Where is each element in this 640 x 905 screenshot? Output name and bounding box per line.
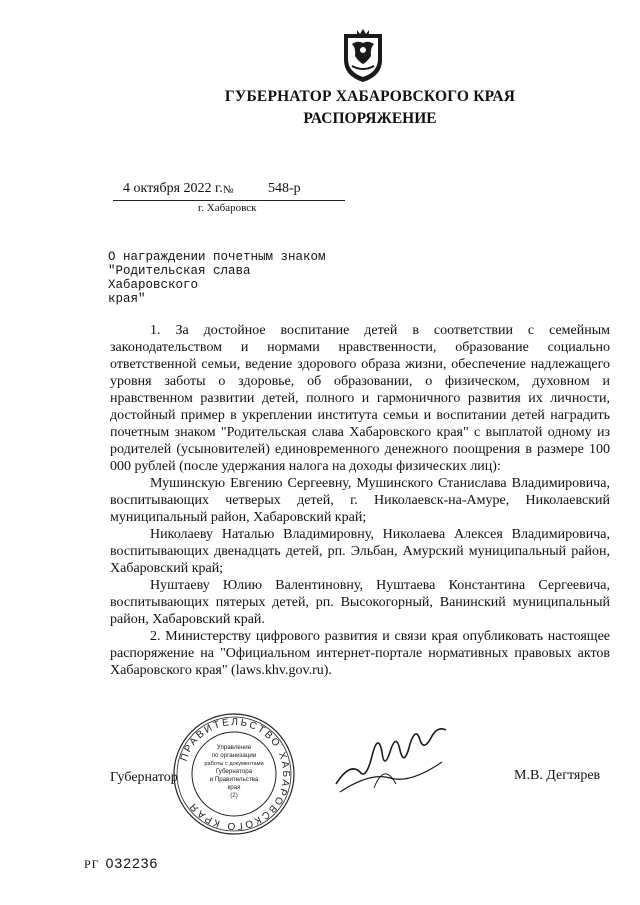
stamp-line: (2) bbox=[230, 792, 238, 799]
subject-line: О награждении почетным знаком bbox=[108, 250, 326, 264]
date-underline bbox=[113, 200, 345, 201]
document-number: 548-р bbox=[268, 181, 301, 196]
subject-line: края" bbox=[108, 292, 146, 306]
signatory-title: Губернатор bbox=[110, 770, 178, 785]
stamp-line: и Правительства bbox=[209, 776, 259, 783]
document-date: 4 октября 2022 г. bbox=[123, 181, 223, 196]
serial-number: 032236 bbox=[105, 855, 159, 871]
number-label: № bbox=[223, 184, 234, 196]
subject-line: "Родительская слава Хабаровского bbox=[108, 264, 251, 292]
official-stamp bbox=[172, 712, 296, 836]
body-paragraph: Николаеву Наталью Владимировну, Николаева Алексея Владимировича, воспитывающих двенадцать детей, рп. Эльбан, Амурский муниципальный район, Хабаровский край; bbox=[110, 527, 610, 576]
document-body bbox=[110, 322, 610, 679]
stamp-line: по организации bbox=[211, 752, 257, 759]
serial-prefix: РГ bbox=[84, 857, 100, 871]
body-paragraph: 1. За достойное воспитание детей в соответствии с семейным законодательством и нормами нравственности, образование социально ответственной семьи, ведение здорового образа жизни, обеспечение надлежащего уровня заботы о здоровье, об образовании, о физическом, духовном и нравственном развитии детей, полного и гармоничного развития их личности, достойный пример в укреплении института семьи и воспитании детей наградить почетным знаком "Родительская слава Хабаровского края" с выплатой одному из родителей (усыновителей) единовременного денежного поощрения в размере 100 000 рублей (после удержания налога на доходы физических лиц): bbox=[110, 323, 610, 474]
document-subject bbox=[108, 250, 348, 306]
form-serial-number bbox=[84, 855, 158, 872]
handwritten-signature bbox=[330, 722, 450, 802]
authority-title: ГУБЕРНАТОР ХАБАРОВСКОГО КРАЯ bbox=[224, 88, 516, 105]
stamp-line: Управление bbox=[216, 744, 252, 751]
document-city: г. Хабаровск bbox=[198, 202, 257, 214]
stamp-line: края bbox=[227, 784, 241, 791]
coat-of-arms-icon bbox=[340, 28, 386, 84]
document-type: РАСПОРЯЖЕНИЕ bbox=[303, 110, 437, 127]
body-paragraph: 2. Министерству цифрового развития и связи края опубликовать настоящее распоряжение на "Официальном интернет-портале нормативных правовых актов Хабаровского края" (laws.khv.gov.ru). bbox=[110, 629, 610, 678]
stamp-line: Губернатора bbox=[215, 768, 253, 775]
stamp-ring-text: ПРАВИТЕЛЬСТВО ХАБАРОВСКОГО КРАЯ bbox=[178, 716, 292, 832]
signatory-name: М.В. Дегтярев bbox=[514, 768, 601, 783]
body-paragraph: Мушинскую Евгению Сергеевну, Мушинского Станислава Владимировича, воспитывающих четверых детей, г. Николаевск-на-Амуре, Николаевский муниципальный район, Хабаровский край; bbox=[110, 476, 610, 525]
stamp-line: работы с документами bbox=[204, 761, 264, 767]
body-paragraph: Нуштаеву Юлию Валентиновну, Нуштаева Константина Сергеевича, воспитывающих пятерых детей, рп. Высокогорный, Ванинский муниципальный район, Хабаровский край. bbox=[110, 578, 610, 627]
